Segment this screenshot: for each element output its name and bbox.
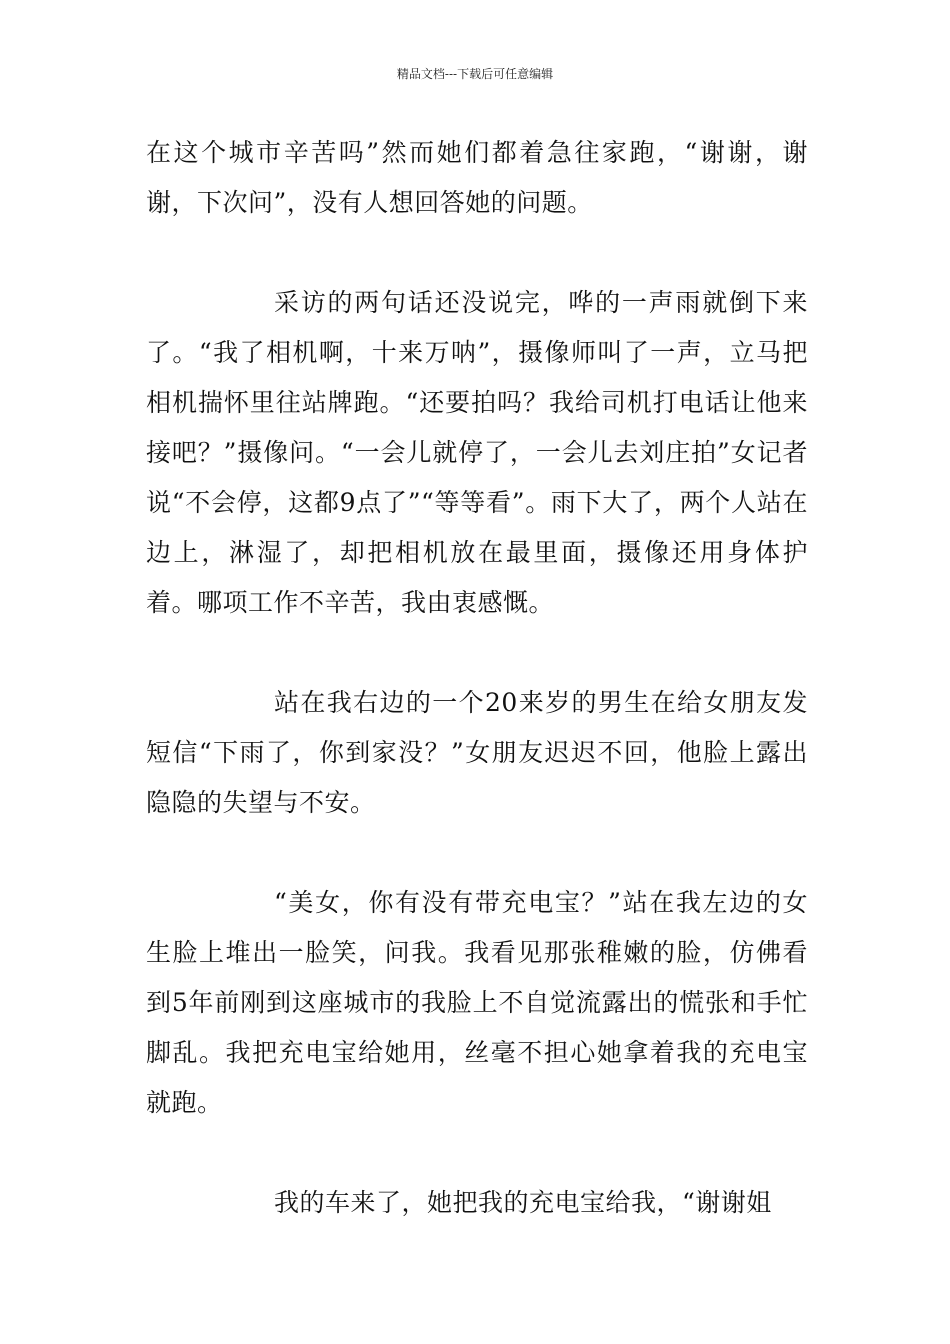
document-body [146, 128, 808, 1278]
paragraph-1: 在这个城市辛苦吗”然而她们都着急往家跑，“谢谢，谢谢，下次问”，没有人想回答她的问题。 [146, 138, 808, 217]
page-header: 精品文档---下载后可任意编辑 [396, 67, 554, 81]
paragraph-5: 我的车来了，她把我的充电宝给我，“谢谢姐 [274, 1188, 772, 1217]
paragraph-3: 站在我右边的一个20来岁的男生在给女朋友发短信“下雨了，你到家没？”女朋友迟迟不回，他脸上露出隐隐的失望与不安。 [146, 688, 808, 817]
paragraph-2: 采访的两句话还没说完，哗的一声雨就倒下来了。“我了相机啊，十来万呐”，摄像师叫了一声，立马把相机揣怀里往站牌跑。“还要拍吗？我给司机打电话让他来接吧？”摄像问。“一会儿就停了，一会儿去刘庄拍”女记者说“不会停，这都9点了”“等等看”。雨下大了，两个人站在边上，淋湿了，却把相机放在最里面，摄像还用身体护着。哪项工作不辛苦，我由衷感慨。 [146, 288, 808, 617]
paragraph-4: “美女，你有没有带充电宝？”站在我左边的女生脸上堆出一脸笑，问我。我看见那张稚嫩的脸，仿佛看到5年前刚到这座城市的我脸上不自觉流露出的慌张和手忙脚乱。我把充电宝给她用，丝毫不担心她拿着我的充电宝就跑。 [146, 888, 808, 1117]
